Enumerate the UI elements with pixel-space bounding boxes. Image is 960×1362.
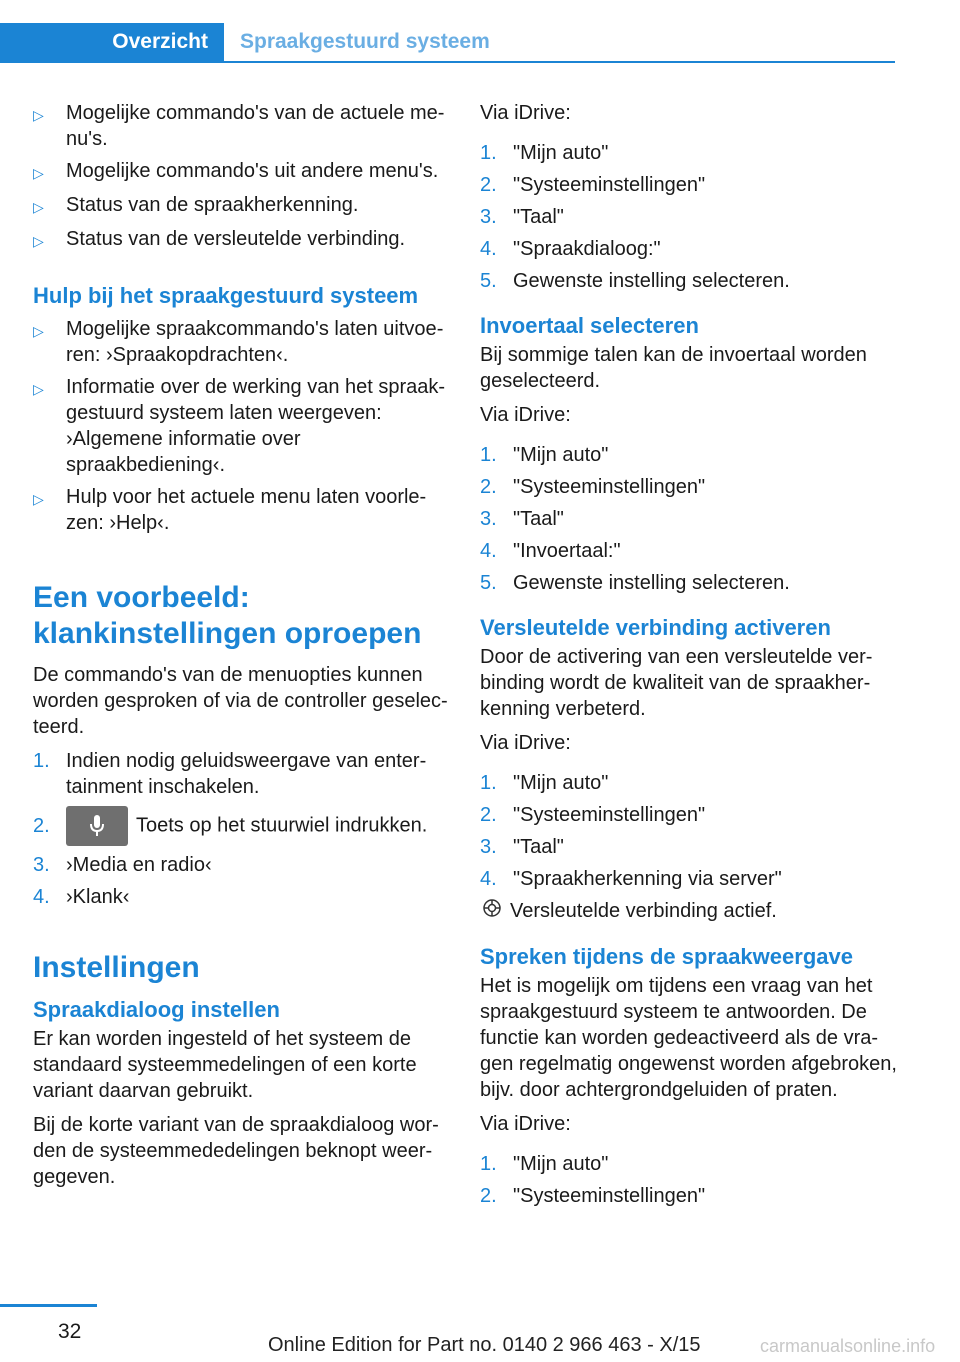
- list-item: 2. "Systeeminstellingen": [480, 476, 706, 498]
- list-item: 4. "Spraakherkenning via server": [480, 868, 782, 890]
- list-item: 4. "Spraakdialoog:": [480, 238, 661, 260]
- list-item: 3. ›Media en radio‹: [33, 854, 212, 876]
- list-item: ▷ Informatie over de werking van het spraakgestuurd systeem laten weergeven: ›Algemene informatie over spraakbediening‹.: [33, 376, 446, 476]
- footer-rule: [0, 1304, 97, 1307]
- list-item: ▷ Status van de spraakherkenning.: [33, 192, 451, 220]
- list-item: ▷ Hulp voor het actuele menu laten voorlezen: ›Help‹.: [33, 486, 427, 534]
- left-column: [33, 100, 451, 1198]
- triangle-bullet-icon: ▷: [33, 381, 44, 397]
- list-item: 2. "Systeeminstellingen": [480, 1185, 706, 1208]
- triangle-bullet-icon: ▷: [33, 491, 44, 507]
- section-tab-overzicht: Overzicht: [0, 23, 224, 61]
- via-idrive-label: Via iDrive:: [480, 1113, 571, 1136]
- speak-during-heading: Spreken tijdens de spraakweergave: [480, 944, 853, 970]
- encrypted-connection-icon: [482, 898, 502, 925]
- list-item: 4. "Invoertaal:": [480, 540, 621, 562]
- input-language-text: Bij sommige talen kan de invoertaal worden geselecteerd.: [480, 344, 867, 392]
- edition-note: Online Edition for Part no. 0140 2 966 463 - X/15: [268, 1334, 701, 1356]
- encryption-status: Versleutelde verbinding actief.: [480, 898, 898, 925]
- list-item: 4. ›Klank‹: [33, 886, 130, 908]
- right-column: [480, 100, 898, 1215]
- help-heading: Hulp bij het spraakgestuurd systeem: [33, 283, 419, 308]
- input-language-heading: Invoertaal selecteren: [480, 313, 699, 338]
- list-item: ▷ Mogelijke spraakcommando's laten uitvoeren: ›Spraakopdrachten‹.: [33, 318, 444, 366]
- encrypted-connection-heading: Versleutelde verbinding activeren: [480, 615, 831, 640]
- triangle-bullet-icon: ▷: [33, 233, 44, 249]
- list-item: 5. Gewenste instelling selecteren.: [480, 572, 790, 594]
- list-item: 3. "Taal": [480, 836, 564, 858]
- chapter-tab: Spraakgestuurd systeem: [240, 30, 490, 53]
- page-header: [0, 23, 895, 63]
- voice-control-button-icon: [66, 806, 128, 846]
- triangle-bullet-icon: ▷: [33, 107, 44, 123]
- list-item: 5. Gewenste instelling selecteren.: [480, 270, 790, 292]
- settings-heading: Instellingen: [33, 951, 200, 984]
- dialog-paragraph-1: Er kan worden ingesteld of het systeem de standaard systeemmedelingen of een korte variant daarvan gebruikt.: [33, 1028, 417, 1102]
- list-item: 3. "Taal": [480, 206, 564, 228]
- list-item: 1. "Mijn auto": [480, 772, 609, 794]
- list-item: ▷ Status van de versleutelde verbinding.: [33, 226, 451, 254]
- speak-during-text: Het is mogelijk om tijdens een vraag van het spraakgestuurd systeem te antwoorden. De functie kan worden gedeactiveerd als de vragen regelmatig ongewenst worden afgebroken, bijv. door achtergrondgeluiden of praten.: [480, 975, 897, 1102]
- list-item: 1. "Mijn auto": [480, 1153, 609, 1176]
- list-item: 2. "Systeeminstellingen": [480, 804, 706, 826]
- example-text: De commando's van de menuopties kunnen worden gesproken of via de controller geselecteerd.: [33, 664, 448, 738]
- triangle-bullet-icon: ▷: [33, 199, 44, 215]
- dialog-heading: Spraakdialoog instellen: [33, 997, 280, 1022]
- list-item: 1. "Mijn auto": [480, 142, 609, 164]
- example-heading: Een voorbeeld: klankinstellingen oproepen: [33, 581, 422, 650]
- list-item: 3. "Taal": [480, 508, 564, 530]
- list-item: 2. "Systeeminstellingen": [480, 174, 706, 196]
- watermark: carmanualsonline.info: [760, 1336, 936, 1356]
- list-item: ▷ Mogelijke commando's uit andere menu's.: [33, 158, 451, 186]
- triangle-bullet-icon: ▷: [33, 323, 44, 339]
- dialog-paragraph-2: Bij de korte variant van de spraakdialoog worden de systeemmededelingen beknopt weergegeven.: [33, 1114, 439, 1188]
- triangle-bullet-icon: ▷: [33, 165, 44, 181]
- page-number: 32: [58, 1320, 82, 1343]
- list-item: ▷ Mogelijke commando's van de actuele menu's.: [33, 102, 445, 150]
- via-idrive-label: Via iDrive:: [480, 404, 571, 426]
- via-idrive-label: Via iDrive:: [480, 732, 571, 754]
- list-item: 2. Toets op het stuurwiel indrukken.: [33, 806, 451, 846]
- via-idrive-label: Via iDrive:: [480, 102, 571, 124]
- encrypted-connection-text: Door de activering van een versleutelde verbinding wordt de kwaliteit van de spraakherkenning verbeterd.: [480, 646, 873, 720]
- list-item: 1. "Mijn auto": [480, 444, 609, 466]
- list-item: 1. Indien nodig geluidsweergave van entertainment inschakelen.: [33, 750, 427, 798]
